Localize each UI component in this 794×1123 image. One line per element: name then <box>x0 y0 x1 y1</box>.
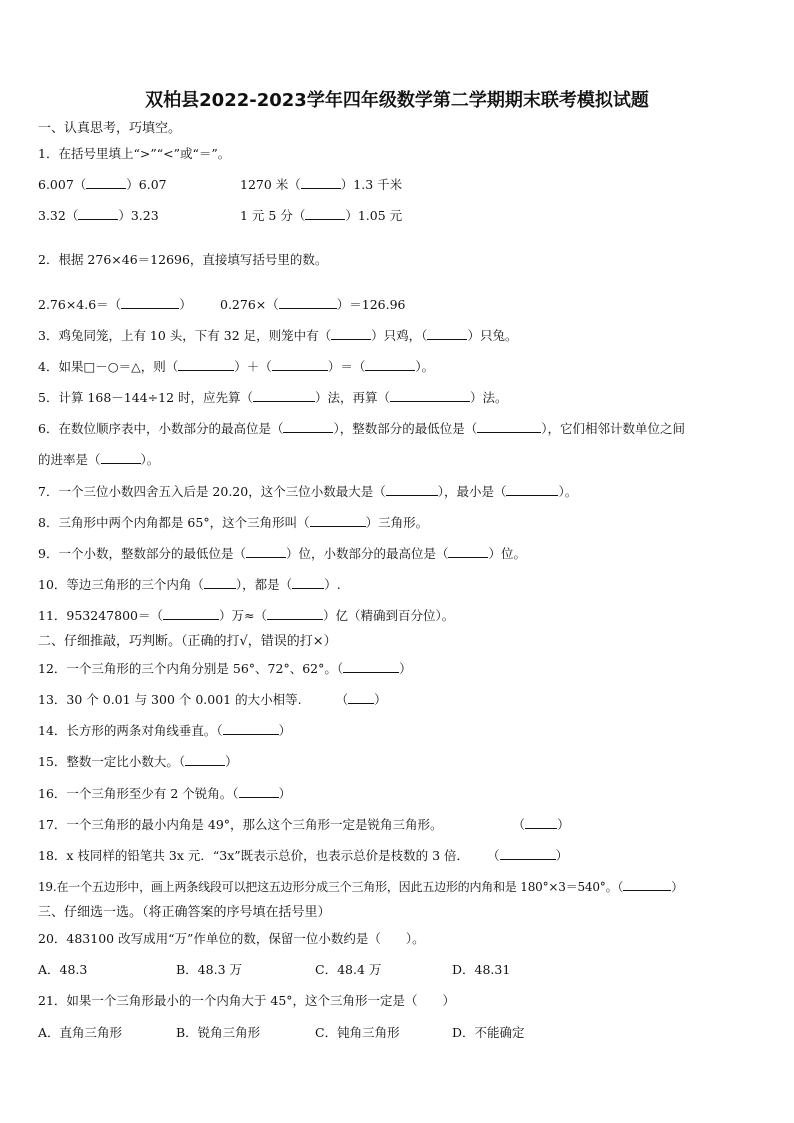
answer-blank[interactable] <box>223 723 279 735</box>
answer-blank[interactable] <box>525 817 557 829</box>
answer-blank[interactable] <box>331 328 371 340</box>
question-20-option-c[interactable]: C．48.4 万 <box>315 962 382 977</box>
answer-blank[interactable] <box>427 328 467 340</box>
answer-blank[interactable] <box>448 546 488 558</box>
question-1-stem: 1．在括号里填上“>”“<”或“＝”。 <box>38 146 231 161</box>
section-heading-1: 一、认真思考，巧填空。 <box>38 121 182 136</box>
question-19: 19.在一个五边形中，画上两条线段可以把这五边形分成三个三角形，因此五边形的内角和是 180°×3＝540°。（ ） <box>38 880 684 894</box>
question-4: 4．如果□－○＝△，则（ ）＋（ ）＝（ ）。 <box>38 359 435 374</box>
question-1-item-c: 3.32（ ）3.23 <box>38 208 159 223</box>
answer-blank[interactable] <box>506 484 558 496</box>
answer-blank[interactable] <box>239 786 279 798</box>
answer-blank[interactable] <box>178 359 234 371</box>
question-6-line-2: 的进率是（ ）。 <box>38 452 160 467</box>
answer-blank[interactable] <box>343 661 399 673</box>
question-6-line-1: 6．在数位顺序表中，小数部分的最高位是（ ），整数部分的最低位是（ ），它们相邻计数单位之间 <box>38 421 685 436</box>
question-20-stem: 20．483100 改写成用“万”作单位的数，保留一位小数约是（ ）。 <box>38 931 425 946</box>
question-21-stem: 21．如果一个三角形最小的一个内角大于 45°，这个三角形一定是（ ） <box>38 993 456 1008</box>
question-5: 5．计算 168－144÷12 时，应先算（ ）法，再算（ ）法。 <box>38 390 508 405</box>
question-21-option-a[interactable]: A．直角三角形 <box>38 1025 123 1040</box>
question-12: 12．一个三角形的三个内角分别是 56°、72°、62°。（ ） <box>38 661 412 676</box>
answer-blank[interactable] <box>301 177 341 189</box>
question-20-option-d[interactable]: D．48.31 <box>452 962 511 977</box>
question-16: 16．一个三角形至少有 2 个锐角。（ ） <box>38 786 292 801</box>
question-13: 13．30 个 0.01 与 300 个 0.001 的大小相等. （ ） <box>38 692 387 707</box>
question-1-item-a: 6.007（ ）6.07 <box>38 177 167 192</box>
answer-blank[interactable] <box>121 297 179 309</box>
question-10: 10．等边三角形的三个内角（ ），都是（ ）. <box>38 577 341 592</box>
question-1-item-d: 1 元 5 分（ ）1.05 元 <box>240 208 403 223</box>
answer-blank[interactable] <box>279 297 337 309</box>
answer-blank[interactable] <box>204 577 236 589</box>
question-21-option-b[interactable]: B．锐角三角形 <box>176 1025 261 1040</box>
answer-blank[interactable] <box>305 208 345 220</box>
page-title: 双柏县2022-2023学年四年级数学第二学期期末联考模拟试题 <box>145 90 649 111</box>
answer-blank[interactable] <box>246 546 286 558</box>
question-7: 7．一个三位小数四舍五入后是 20.20，这个三位小数最大是（ ），最小是（ ）。 <box>38 484 578 499</box>
section-heading-3: 三、仔细选一选。（将正确答案的序号填在括号里） <box>38 905 331 920</box>
answer-blank[interactable] <box>86 177 126 189</box>
question-11: 11．953247800＝（ ）万≈（ ）亿（精确到百分位）。 <box>38 608 455 623</box>
answer-blank[interactable] <box>500 848 556 860</box>
question-2-item-b: 0.276×（ ）＝126.96 <box>220 297 406 312</box>
question-20-option-a[interactable]: A．48.3 <box>38 962 88 977</box>
question-15: 15．整数一定比小数大。（ ） <box>38 754 238 769</box>
answer-blank[interactable] <box>623 879 671 891</box>
answer-blank[interactable] <box>163 608 219 620</box>
answer-blank[interactable] <box>310 515 366 527</box>
question-8: 8．三角形中两个内角都是 65°，这个三角形叫（ ）三角形。 <box>38 515 429 530</box>
answer-blank[interactable] <box>283 421 333 433</box>
answer-blank[interactable] <box>292 577 324 589</box>
answer-blank[interactable] <box>253 390 315 402</box>
question-2-stem: 2．根据 276×46＝12696，直接填写括号里的数。 <box>38 252 328 267</box>
question-1-item-b: 1270 米（ ）1.3 千米 <box>240 177 403 192</box>
question-21-option-d[interactable]: D．不能确定 <box>452 1025 525 1040</box>
answer-blank[interactable] <box>386 484 438 496</box>
answer-blank[interactable] <box>348 692 374 704</box>
answer-blank[interactable] <box>365 359 415 371</box>
answer-blank[interactable] <box>390 390 470 402</box>
question-20-option-b[interactable]: B．48.3 万 <box>176 962 242 977</box>
answer-blank[interactable] <box>101 452 141 464</box>
answer-blank[interactable] <box>185 754 225 766</box>
question-21-option-c[interactable]: C．钝角三角形 <box>315 1025 400 1040</box>
question-18: 18．x 枝同样的铅笔共 3x 元．“3x”既表示总价，也表示总价是枝数的 3 倍． （ ） <box>38 848 569 863</box>
answer-blank[interactable] <box>477 421 541 433</box>
answer-blank[interactable] <box>272 359 328 371</box>
question-14: 14．长方形的两条对角线垂直。（ ） <box>38 723 292 738</box>
answer-blank[interactable] <box>267 608 323 620</box>
question-2-item-a: 2.76×4.6＝（ ） <box>38 297 192 312</box>
section-heading-2: 二、仔细推敲，巧判断。（正确的打√，错误的打×） <box>38 634 337 649</box>
question-3: 3．鸡兔同笼，上有 10 头，下有 32 足，则笼中有（ ）只鸡，（ ）只兔。 <box>38 328 518 343</box>
question-9: 9．一个小数，整数部分的最低位是（ ）位，小数部分的最高位是（ ）位。 <box>38 546 526 561</box>
question-17: 17．一个三角形的最小内角是 49°，那么这个三角形一定是锐角三角形。 （ ） <box>38 817 570 832</box>
answer-blank[interactable] <box>78 208 118 220</box>
